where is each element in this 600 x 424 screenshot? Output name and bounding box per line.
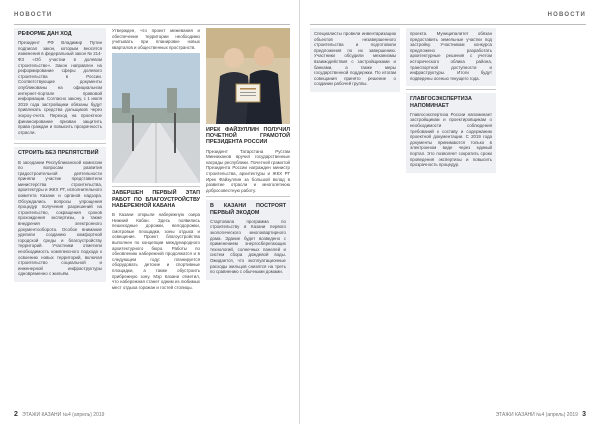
article-text: В заседании Республиканской комиссии по вопросам развития градостроительной деятельности приняли участие представители министерства строительства, архитектуры и ЖКХ РТ, исполнительного комитета Казани и органов надзора. Обсуждались вопросы упрощения процедур получения разрешений на строительство, сокращения сроков прохождения экспертизы, а также внедрения электронного документооборота. Особое внимание уделили созданию комфортной городской среды и благоустройству территорий. Участники отметили необходимость комплексного подхода к освоению новых территорий, включая строительство социальной и инженерной инфраструктуры одновременно с жильём.: [18, 159, 102, 277]
article-text: В Казани открыли набережную озера Нижний Кабан. Здесь появились пешеходные дорожки, велодорожки, смотровые площадки, зоны отдыха и освещение. Проект благоустройства выполнен по концепции международного архитектурного бюро. Работы по обновлению набережной продолжатся и в следующем году: планируется оборудовать детские и спортивные площадки, а также обустроить прибрежную зону. Мэр Казани отметил, что набережная станет одним из любимых мест отдыха горожан и гостей столицы.: [112, 211, 200, 290]
header-rule: [310, 24, 586, 25]
article-text: Президент Татарстана Рустам Минниханов вручил государственные награды республики. Почетной грамотой Президента России награжден министр строительства, архитектуры и ЖКХ РТ Ирек Файзуллин за большой вклад в развитие отрасли и многолетнюю добросовестную работу.: [206, 148, 290, 193]
right-column-1: [310, 28, 400, 400]
article-text: Стартовала программа по строительству в Казани первого экологического многоквартирного дома. Здание будет возведено с применением энергосберегающих технологий, солнечных панелей и систем сбора дождевой воды. Ожидается, что эксплуатационные расходы жильцов снизятся на треть по сравнению с обычными домами.: [210, 218, 286, 275]
article-text: Президент РФ Владимир Путин подписал закон, которым вносятся изменения в федеральный закон № 214-ФЗ «Об участии в долевом строительстве». Закон направлен на реформирование сферы долевого строительства в России. Соответствующие документы опубликованы на официальном интернет-портале правовой информации. Согласно закону, с 1 июля 2019 года застройщики обязаны будут привлекать средства дольщиков через эскроу-счета. Переход на проектное финансирование призван защитить права граждан и повысить прозрачность отрасли.: [18, 40, 102, 135]
article-glavgosexpertiza: [406, 93, 496, 172]
article-reform: [14, 28, 106, 140]
footer-text: ЭТАЖИ КАЗАНИ №4 (апрель) 2019: [495, 412, 578, 418]
header-rule: [14, 24, 290, 25]
divider: [406, 89, 496, 90]
article-continued: [310, 28, 400, 92]
article-title: ЗАВЕРШЕН ПЕРВЫЙ ЭТАП РАБОТ ПО БЛАГОУСТРОЙСТВУ НАБЕРЕЖНОЙ КАБАНА: [112, 190, 200, 209]
article-build: [14, 147, 106, 282]
left-column-1: [14, 28, 106, 400]
embankment-photo: [112, 53, 200, 183]
article-title: ГЛАВГОСЭКСПЕРТИЗА НАПОМИНАЕТ: [410, 96, 472, 109]
award-illustration: [206, 28, 290, 124]
divider: [206, 196, 290, 197]
divider: [112, 186, 200, 187]
section-label: НОВОСТИ: [547, 12, 586, 18]
article-ecohouse: [206, 200, 290, 279]
article-title: ИРЕК ФАЙЗУЛЛИН ПОЛУЧИЛ ПОЧЕТНОЙ ГРАМОТОЙ ПРЕЗИДЕНТА РОССИИ: [206, 127, 290, 146]
embankment-illustration: [112, 53, 200, 183]
award-photo: [206, 28, 290, 124]
article-text: проекта. Муниципалитет обязан предоставить земельные участки под застройку. Участникам конкурса предложено разработать архитектурные решения с учетом исторического облика района, транспортной доступности и инфраструктуры. Итоги будут подведены осенью текущего года.: [410, 31, 492, 81]
page-number: 2: [14, 411, 18, 418]
article-text: Специалисты провели инвентаризацию объектов незавершенного строительства и подготовили предложения по их завершению. Участники обсудили механизмы взаимодействия с застройщиками и банками, а также меры государственной поддержки. По итогам совещания принято решение о создании рабочей группы.: [314, 31, 396, 87]
article-title: В КАЗАНИ ПОСТРОЯТ ПЕРВЫЙ ЭКОДОМ: [210, 203, 286, 216]
article-competition: [406, 28, 496, 86]
right-column-2: [406, 28, 496, 400]
divider: [14, 143, 106, 144]
page-number: 3: [582, 411, 586, 418]
article-text: Главгосэкспертиза России напоминает застройщикам и проектировщикам о необходимости соблюдения требований к составу и содержанию проектной документации. С 2019 года документы принимаются только в электронном виде через единый портал. Это позволяет сократить сроки проведения экспертизы и повысить прозрачность процедур.: [410, 111, 492, 168]
article-title: СТРОИТЬ БЕЗ ПРЕПЯТСТВИЙ: [18, 150, 99, 157]
page-footer: [496, 411, 586, 418]
footer-text: ЭТАЖИ КАЗАНИ №4 (апрель) 2019: [22, 412, 105, 418]
article-title: РЕФОРМЕ ДАН ХОД: [18, 31, 72, 37]
article-text: Утвержден, что проект межевания и обеспечение территории необходимо учитывать при планировке новых кварталов и общественных пространств.: [112, 28, 200, 50]
left-column-3: [206, 28, 290, 400]
page-footer: [14, 411, 104, 418]
section-label: НОВОСТИ: [14, 12, 53, 18]
left-column-2: [112, 28, 200, 400]
right-page: [300, 0, 600, 424]
